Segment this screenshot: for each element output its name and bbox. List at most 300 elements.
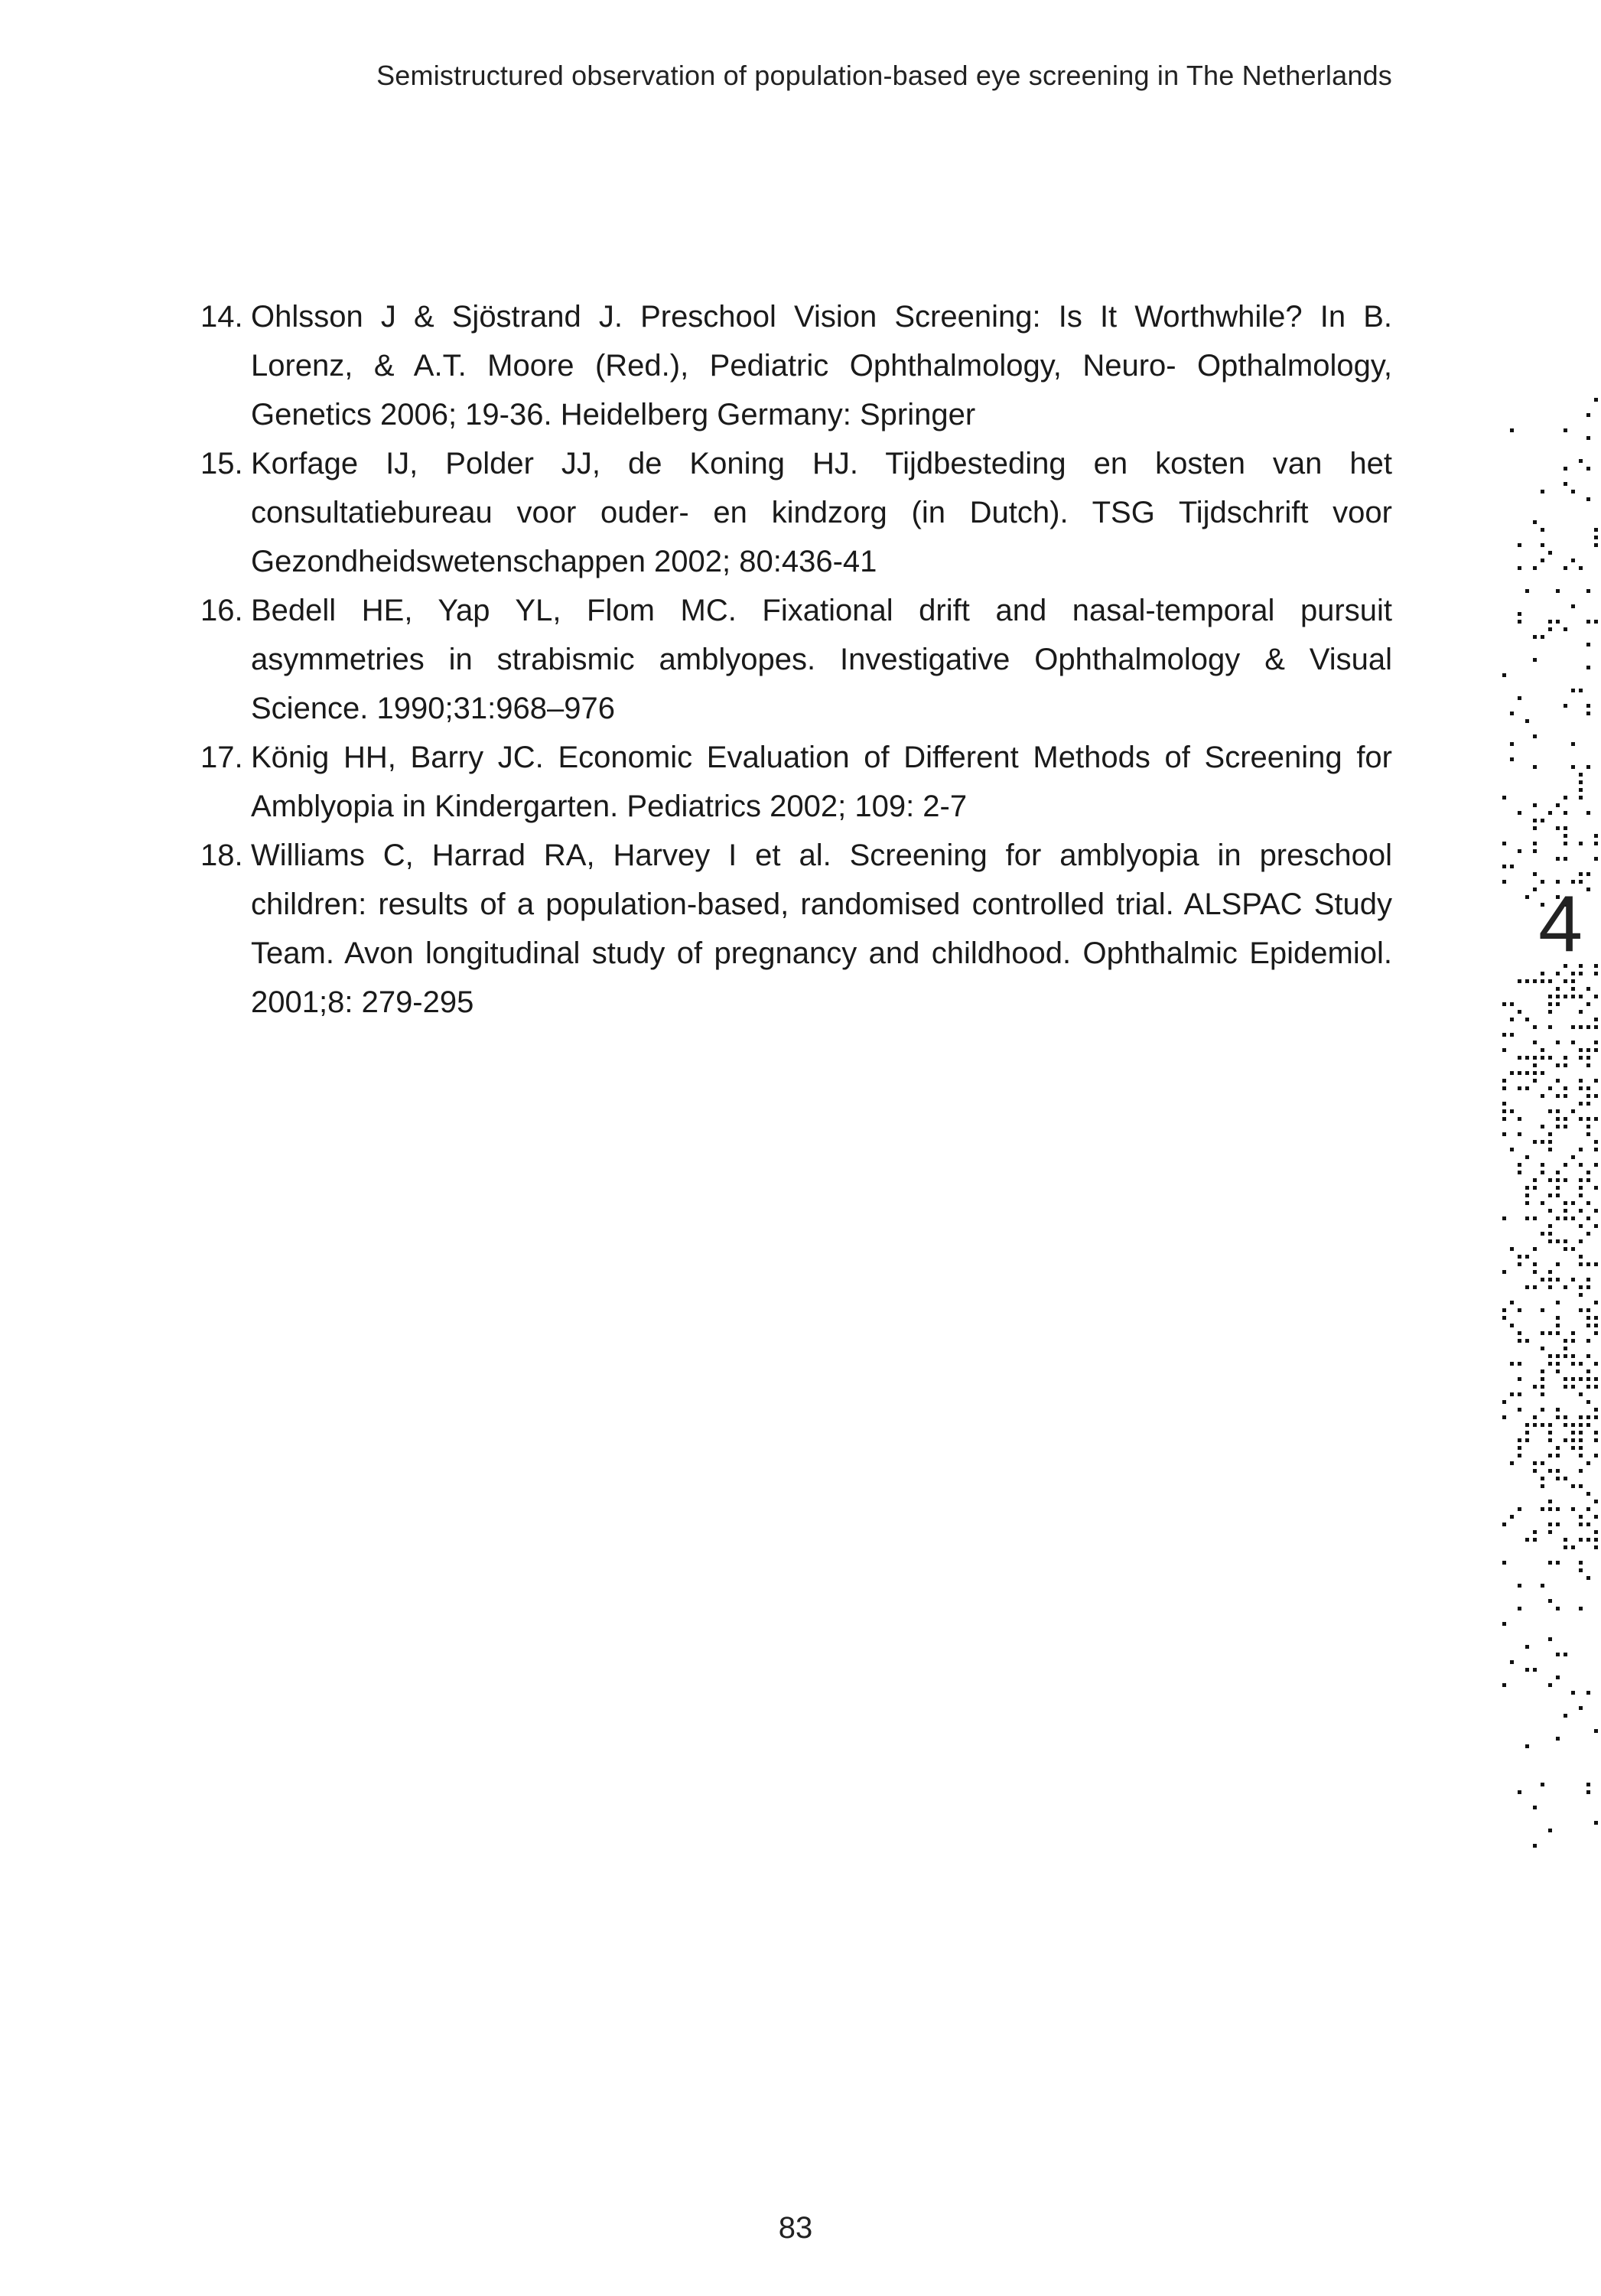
pattern-dot bbox=[1510, 865, 1514, 868]
pattern-dot bbox=[1579, 1163, 1583, 1167]
pattern-dot bbox=[1518, 1262, 1521, 1266]
pattern-dot bbox=[1518, 811, 1521, 815]
pattern-dot bbox=[1586, 1507, 1590, 1511]
pattern-dot bbox=[1541, 1783, 1544, 1786]
pattern-dot bbox=[1579, 1224, 1583, 1228]
pattern-dot bbox=[1594, 1530, 1598, 1534]
pattern-dot bbox=[1564, 1216, 1567, 1220]
pattern-dot bbox=[1548, 1431, 1552, 1435]
pattern-dot bbox=[1548, 1232, 1552, 1236]
pattern-dot bbox=[1594, 1729, 1598, 1733]
pattern-dot bbox=[1586, 704, 1590, 708]
pattern-dot bbox=[1579, 1178, 1583, 1182]
pattern-dot bbox=[1556, 1354, 1560, 1358]
pattern-dot bbox=[1579, 689, 1583, 692]
pattern-dot bbox=[1518, 1790, 1521, 1794]
pattern-dot bbox=[1571, 559, 1575, 562]
pattern-dot bbox=[1571, 1339, 1575, 1343]
pattern-dot bbox=[1541, 1461, 1544, 1465]
pattern-dot bbox=[1556, 1607, 1560, 1610]
pattern-dot bbox=[1556, 803, 1560, 807]
pattern-dot bbox=[1510, 428, 1514, 432]
pattern-dot bbox=[1571, 1278, 1575, 1282]
pattern-dot bbox=[1518, 1584, 1521, 1588]
pattern-dot bbox=[1556, 1079, 1560, 1083]
reference-item bbox=[200, 439, 1392, 586]
pattern-dot bbox=[1571, 1025, 1575, 1029]
pattern-dot bbox=[1586, 413, 1590, 417]
pattern-dot bbox=[1571, 1354, 1575, 1358]
pattern-dot bbox=[1594, 1262, 1598, 1266]
pattern-dot bbox=[1541, 1048, 1544, 1052]
pattern-dot bbox=[1586, 1048, 1590, 1052]
pattern-dot bbox=[1502, 1086, 1506, 1090]
pattern-dot bbox=[1556, 1186, 1560, 1190]
reference-number: 15. bbox=[200, 447, 243, 480]
pattern-dot bbox=[1556, 1094, 1560, 1098]
pattern-dot bbox=[1564, 842, 1567, 845]
pattern-dot bbox=[1564, 979, 1567, 983]
pattern-dot bbox=[1579, 1285, 1583, 1289]
pattern-dot bbox=[1594, 1094, 1598, 1098]
pattern-dot bbox=[1541, 1163, 1544, 1167]
pattern-dot bbox=[1586, 436, 1590, 440]
pattern-dot bbox=[1586, 1783, 1590, 1786]
pattern-dot bbox=[1541, 1477, 1544, 1480]
pattern-dot bbox=[1579, 1209, 1583, 1213]
pattern-dot bbox=[1502, 1270, 1506, 1274]
pattern-dot bbox=[1586, 1316, 1590, 1320]
pattern-dot bbox=[1518, 1607, 1521, 1610]
pattern-dot bbox=[1586, 1790, 1590, 1794]
pattern-dot bbox=[1510, 1018, 1514, 1021]
pattern-dot bbox=[1541, 1071, 1544, 1075]
pattern-dot bbox=[1579, 1117, 1583, 1121]
pattern-dot bbox=[1594, 1431, 1598, 1435]
pattern-dot bbox=[1564, 834, 1567, 838]
pattern-dot bbox=[1548, 1683, 1552, 1687]
pattern-dot bbox=[1502, 1048, 1506, 1052]
pattern-dot bbox=[1548, 551, 1552, 555]
pattern-dot bbox=[1556, 1477, 1560, 1480]
pattern-dot bbox=[1564, 796, 1567, 800]
pattern-dot bbox=[1548, 1354, 1552, 1358]
pattern-dot bbox=[1579, 1561, 1583, 1565]
pattern-dot bbox=[1564, 1117, 1567, 1121]
pattern-dot bbox=[1564, 1377, 1567, 1381]
pattern-dot bbox=[1541, 1423, 1544, 1427]
pattern-dot bbox=[1525, 1201, 1529, 1205]
pattern-dot bbox=[1594, 1301, 1598, 1304]
pattern-dot bbox=[1502, 1216, 1506, 1220]
pattern-dot bbox=[1586, 1415, 1590, 1419]
pattern-dot bbox=[1502, 796, 1506, 800]
pattern-dot bbox=[1594, 620, 1598, 624]
pattern-dot bbox=[1548, 811, 1552, 815]
pattern-dot bbox=[1586, 589, 1590, 593]
pattern-dot bbox=[1533, 1216, 1537, 1220]
pattern-dot bbox=[1564, 1438, 1567, 1442]
pattern-dot bbox=[1548, 1010, 1552, 1014]
pattern-dot bbox=[1586, 1102, 1590, 1106]
pattern-dot bbox=[1525, 1438, 1529, 1442]
pattern-dot bbox=[1564, 467, 1567, 471]
pattern-dot bbox=[1586, 1232, 1590, 1236]
pattern-dot bbox=[1571, 689, 1575, 692]
pattern-dot bbox=[1564, 1125, 1567, 1128]
pattern-dot bbox=[1518, 620, 1521, 624]
pattern-dot bbox=[1571, 1507, 1575, 1511]
reference-text: Bedell HE, Yap YL, Flom MC. Fixational drift and nasal-temporal pursuit asymmetries in strabismic amblyopes. Investigative Ophthalmology & Visual Science. 1990;31:968–976 bbox=[251, 594, 1392, 725]
pattern-dot bbox=[1556, 1369, 1560, 1373]
pattern-dot bbox=[1548, 1132, 1552, 1136]
pattern-dot bbox=[1525, 1071, 1529, 1075]
running-header: Semistructured observation of population-based eye screening in The Netherlands bbox=[376, 60, 1392, 91]
pattern-dot bbox=[1533, 819, 1537, 822]
pattern-dot bbox=[1594, 536, 1598, 539]
pattern-dot bbox=[1594, 1041, 1598, 1044]
pattern-dot bbox=[1571, 1041, 1575, 1044]
pattern-dot bbox=[1594, 1316, 1598, 1320]
pattern-dot bbox=[1502, 1308, 1506, 1312]
pattern-dot bbox=[1571, 1446, 1575, 1450]
pattern-dot bbox=[1525, 1423, 1529, 1427]
pattern-dot bbox=[1586, 1385, 1590, 1389]
pattern-dot bbox=[1594, 528, 1598, 532]
pattern-dot bbox=[1518, 612, 1521, 616]
pattern-dot bbox=[1533, 520, 1537, 524]
pattern-dot bbox=[1564, 1247, 1567, 1251]
pattern-dot bbox=[1564, 627, 1567, 631]
pattern-dot bbox=[1518, 696, 1521, 700]
pattern-dot bbox=[1564, 704, 1567, 708]
pattern-dot bbox=[1541, 635, 1544, 639]
pattern-dot bbox=[1594, 1140, 1598, 1144]
reference-number: 18. bbox=[200, 839, 243, 872]
pattern-dot bbox=[1564, 1423, 1567, 1427]
pattern-dot bbox=[1594, 1148, 1598, 1151]
pattern-dot bbox=[1533, 1423, 1537, 1427]
pattern-dot bbox=[1556, 1415, 1560, 1419]
pattern-dot bbox=[1510, 1324, 1514, 1327]
pattern-dot bbox=[1579, 773, 1583, 777]
pattern-dot bbox=[1556, 1262, 1560, 1266]
pattern-dot bbox=[1533, 1178, 1537, 1182]
pattern-dot bbox=[1533, 842, 1537, 845]
pattern-dot bbox=[1564, 1354, 1567, 1358]
pattern-dot bbox=[1579, 566, 1583, 570]
pattern-dot bbox=[1541, 1125, 1544, 1128]
pattern-dot bbox=[1518, 1392, 1521, 1396]
pattern-dot bbox=[1533, 1079, 1537, 1083]
pattern-dot bbox=[1533, 734, 1537, 738]
pattern-dot bbox=[1579, 1392, 1583, 1396]
pattern-dot bbox=[1586, 1094, 1590, 1098]
chapter-tab-number: 4 bbox=[1538, 880, 1583, 969]
pattern-dot bbox=[1510, 1461, 1514, 1465]
pattern-dot bbox=[1571, 1216, 1575, 1220]
pattern-dot bbox=[1525, 1155, 1529, 1159]
pattern-dot bbox=[1556, 1737, 1560, 1741]
pattern-dot bbox=[1533, 1056, 1537, 1060]
pattern-dot bbox=[1518, 1117, 1521, 1121]
pattern-dot bbox=[1571, 1438, 1575, 1442]
reference-item bbox=[200, 733, 1392, 831]
pattern-dot bbox=[1518, 1377, 1521, 1381]
pattern-dot bbox=[1586, 1523, 1590, 1526]
pattern-dot bbox=[1556, 1117, 1560, 1121]
pattern-dot bbox=[1548, 1500, 1552, 1503]
pattern-dot bbox=[1518, 1071, 1521, 1075]
pattern-dot bbox=[1571, 1691, 1575, 1695]
pattern-dot bbox=[1594, 1385, 1598, 1389]
pattern-dot bbox=[1556, 1362, 1560, 1366]
pattern-dot bbox=[1548, 1423, 1552, 1427]
pattern-dot bbox=[1548, 1140, 1552, 1144]
pattern-dot bbox=[1579, 1431, 1583, 1435]
pattern-dot bbox=[1586, 872, 1590, 876]
pattern-dot bbox=[1502, 1002, 1506, 1006]
pattern-dot bbox=[1571, 1545, 1575, 1549]
pattern-dot bbox=[1525, 1744, 1529, 1748]
pattern-dot bbox=[1541, 1392, 1544, 1396]
pattern-dot bbox=[1541, 1056, 1544, 1060]
pattern-dot bbox=[1586, 1201, 1590, 1205]
pattern-dot bbox=[1579, 1568, 1583, 1572]
pattern-dot bbox=[1579, 1079, 1583, 1083]
pattern-dot bbox=[1502, 1109, 1506, 1113]
pattern-dot bbox=[1594, 842, 1598, 845]
reference-item bbox=[200, 831, 1392, 1027]
pattern-dot bbox=[1541, 1369, 1544, 1373]
pattern-dot bbox=[1556, 1216, 1560, 1220]
pattern-dot bbox=[1548, 1599, 1552, 1603]
pattern-dot bbox=[1571, 1331, 1575, 1335]
pattern-dot bbox=[1533, 1041, 1537, 1044]
pattern-dot bbox=[1502, 880, 1506, 884]
pattern-dot bbox=[1510, 1071, 1514, 1075]
pattern-dot bbox=[1541, 1094, 1544, 1098]
pattern-dot bbox=[1579, 842, 1583, 845]
pattern-dot bbox=[1586, 1369, 1590, 1373]
pattern-dot bbox=[1502, 1132, 1506, 1136]
pattern-dot bbox=[1502, 1102, 1506, 1106]
pattern-dot bbox=[1541, 543, 1544, 547]
pattern-dot bbox=[1502, 1033, 1506, 1037]
pattern-dot bbox=[1586, 1339, 1590, 1343]
pattern-dot bbox=[1586, 1377, 1590, 1381]
page-number: 83 bbox=[778, 2211, 813, 2245]
pattern-dot bbox=[1579, 1446, 1583, 1450]
pattern-dot bbox=[1533, 1071, 1537, 1075]
reference-list bbox=[200, 292, 1392, 1027]
pattern-dot bbox=[1518, 1132, 1521, 1136]
reference-text: Williams C, Harrad RA, Harvey I et al. Screening for amblyopia in preschool children: results of a population-based, randomised controlled trial. ALSPAC Study Team. Avon longitudinal study of pregnancy and childhood. Ophthalmic Epidemiol. 2001;8: 279-295 bbox=[251, 839, 1392, 1019]
pattern-dot bbox=[1586, 1538, 1590, 1542]
pattern-dot bbox=[1541, 1278, 1544, 1282]
pattern-dot bbox=[1594, 1408, 1598, 1412]
pattern-dot bbox=[1533, 1415, 1537, 1419]
pattern-dot bbox=[1548, 1438, 1552, 1442]
pattern-dot bbox=[1594, 1362, 1598, 1366]
pattern-dot bbox=[1571, 490, 1575, 493]
pattern-dot bbox=[1579, 1102, 1583, 1106]
pattern-dot bbox=[1579, 1010, 1583, 1014]
pattern-dot bbox=[1548, 1209, 1552, 1213]
pattern-dot bbox=[1564, 1347, 1567, 1350]
pattern-dot bbox=[1556, 857, 1560, 861]
pattern-dot bbox=[1594, 1048, 1598, 1052]
pattern-dot bbox=[1510, 1362, 1514, 1366]
pattern-dot bbox=[1510, 1033, 1514, 1037]
pattern-dot bbox=[1525, 1056, 1529, 1060]
pattern-dot bbox=[1548, 1056, 1552, 1060]
pattern-dot bbox=[1579, 972, 1583, 975]
pattern-dot bbox=[1518, 1331, 1521, 1335]
pattern-dot bbox=[1533, 849, 1537, 853]
pattern-dot bbox=[1564, 1178, 1567, 1182]
pattern-dot bbox=[1579, 1086, 1583, 1090]
pattern-dot bbox=[1518, 1454, 1521, 1457]
reference-item bbox=[200, 292, 1392, 439]
pattern-dot bbox=[1518, 1171, 1521, 1174]
pattern-dot bbox=[1533, 1469, 1537, 1473]
pattern-dot bbox=[1556, 589, 1560, 593]
pattern-dot bbox=[1556, 1408, 1560, 1412]
pattern-dot bbox=[1564, 1653, 1567, 1656]
pattern-dot bbox=[1571, 979, 1575, 983]
pattern-dot bbox=[1586, 1492, 1590, 1496]
pattern-dot bbox=[1502, 673, 1506, 677]
pattern-dot bbox=[1594, 1117, 1598, 1121]
pattern-dot bbox=[1564, 1094, 1567, 1098]
pattern-dot bbox=[1579, 1362, 1583, 1366]
pattern-dot bbox=[1579, 780, 1583, 784]
pattern-dot bbox=[1571, 1247, 1575, 1251]
pattern-dot bbox=[1541, 1507, 1544, 1511]
pattern-dot bbox=[1518, 979, 1521, 983]
pattern-dot bbox=[1556, 1446, 1560, 1450]
pattern-dot bbox=[1510, 712, 1514, 715]
pattern-dot bbox=[1579, 1415, 1583, 1419]
pattern-dot bbox=[1556, 826, 1560, 830]
pattern-dot bbox=[1564, 1477, 1567, 1480]
pattern-dot bbox=[1571, 604, 1575, 608]
pattern-dot bbox=[1548, 1194, 1552, 1197]
pattern-dot bbox=[1586, 1691, 1590, 1695]
pattern-dot bbox=[1594, 1079, 1598, 1083]
decorative-dot-pattern bbox=[1499, 352, 1601, 1882]
pattern-dot bbox=[1594, 1163, 1598, 1167]
pattern-dot bbox=[1533, 1668, 1537, 1672]
pattern-dot bbox=[1533, 872, 1537, 876]
pattern-dot bbox=[1556, 1178, 1560, 1182]
pattern-dot bbox=[1564, 1056, 1567, 1060]
pattern-dot bbox=[1556, 1331, 1560, 1335]
pattern-dot bbox=[1548, 1829, 1552, 1832]
pattern-dot bbox=[1518, 1339, 1521, 1343]
pattern-dot bbox=[1556, 1301, 1560, 1304]
pattern-dot bbox=[1586, 987, 1590, 991]
pattern-dot bbox=[1548, 620, 1552, 624]
pattern-dot bbox=[1594, 1186, 1598, 1190]
pattern-dot bbox=[1510, 1392, 1514, 1396]
pattern-dot bbox=[1594, 1500, 1598, 1503]
pattern-dot bbox=[1502, 1523, 1506, 1526]
pattern-dot bbox=[1541, 1140, 1544, 1144]
pattern-dot bbox=[1502, 842, 1506, 845]
reference-number: 16. bbox=[200, 594, 243, 627]
pattern-dot bbox=[1548, 1270, 1552, 1274]
pattern-dot bbox=[1541, 1171, 1544, 1174]
pattern-dot bbox=[1579, 1469, 1583, 1473]
pattern-dot bbox=[1502, 1117, 1506, 1121]
pattern-dot bbox=[1594, 1324, 1598, 1327]
pattern-dot bbox=[1541, 972, 1544, 975]
pattern-dot bbox=[1594, 1821, 1598, 1825]
pattern-dot bbox=[1548, 1331, 1552, 1335]
pattern-dot bbox=[1579, 1186, 1583, 1190]
pattern-dot bbox=[1594, 964, 1598, 968]
pattern-dot bbox=[1571, 1431, 1575, 1435]
pattern-dot bbox=[1571, 1362, 1575, 1366]
pattern-dot bbox=[1502, 1400, 1506, 1404]
pattern-dot bbox=[1556, 1653, 1560, 1656]
pattern-dot bbox=[1541, 1308, 1544, 1312]
pattern-dot bbox=[1518, 849, 1521, 853]
pattern-dot bbox=[1579, 1255, 1583, 1259]
pattern-dot bbox=[1586, 1285, 1590, 1289]
pattern-dot bbox=[1556, 620, 1560, 624]
pattern-dot bbox=[1579, 1239, 1583, 1243]
pattern-dot bbox=[1541, 559, 1544, 562]
pattern-dot bbox=[1556, 1041, 1560, 1044]
pattern-dot bbox=[1556, 1324, 1560, 1327]
pattern-dot bbox=[1510, 1247, 1514, 1251]
pattern-dot bbox=[1594, 1545, 1598, 1549]
pattern-dot bbox=[1502, 865, 1506, 868]
pattern-dot bbox=[1586, 1178, 1590, 1182]
pattern-dot bbox=[1579, 1048, 1583, 1052]
pattern-dot bbox=[1502, 1316, 1506, 1320]
pattern-dot bbox=[1525, 719, 1529, 723]
pattern-dot bbox=[1556, 972, 1560, 975]
pattern-dot bbox=[1594, 1454, 1598, 1457]
pattern-dot bbox=[1548, 1561, 1552, 1565]
pattern-dot bbox=[1571, 1201, 1575, 1205]
pattern-dot bbox=[1586, 765, 1590, 769]
pattern-dot bbox=[1556, 1002, 1560, 1006]
pattern-dot bbox=[1556, 1063, 1560, 1067]
pattern-dot bbox=[1510, 1109, 1514, 1113]
reference-text: Ohlsson J & Sjöstrand J. Preschool Vision Screening: Is It Worthwhile? In B. Lorenz, & A.T. Moore (Red.), Pediatric Ophthalmology, Neuro- Opthalmology, Genetics 2006; 19-36. Heidelberg Germany: Springer bbox=[251, 300, 1392, 432]
pattern-dot bbox=[1533, 1285, 1537, 1289]
pattern-dot bbox=[1548, 1025, 1552, 1029]
pattern-dot bbox=[1525, 1194, 1529, 1197]
pattern-dot bbox=[1579, 1308, 1583, 1312]
pattern-dot bbox=[1586, 1461, 1590, 1465]
pattern-dot bbox=[1564, 482, 1567, 486]
pattern-dot bbox=[1579, 995, 1583, 998]
pattern-dot bbox=[1564, 1415, 1567, 1419]
pattern-dot bbox=[1579, 1515, 1583, 1519]
pattern-dot bbox=[1533, 826, 1537, 830]
pattern-dot bbox=[1502, 1683, 1506, 1687]
pattern-dot bbox=[1586, 1002, 1590, 1006]
pattern-dot bbox=[1594, 1538, 1598, 1542]
pattern-dot bbox=[1556, 1171, 1560, 1174]
pattern-dot bbox=[1518, 1255, 1521, 1259]
